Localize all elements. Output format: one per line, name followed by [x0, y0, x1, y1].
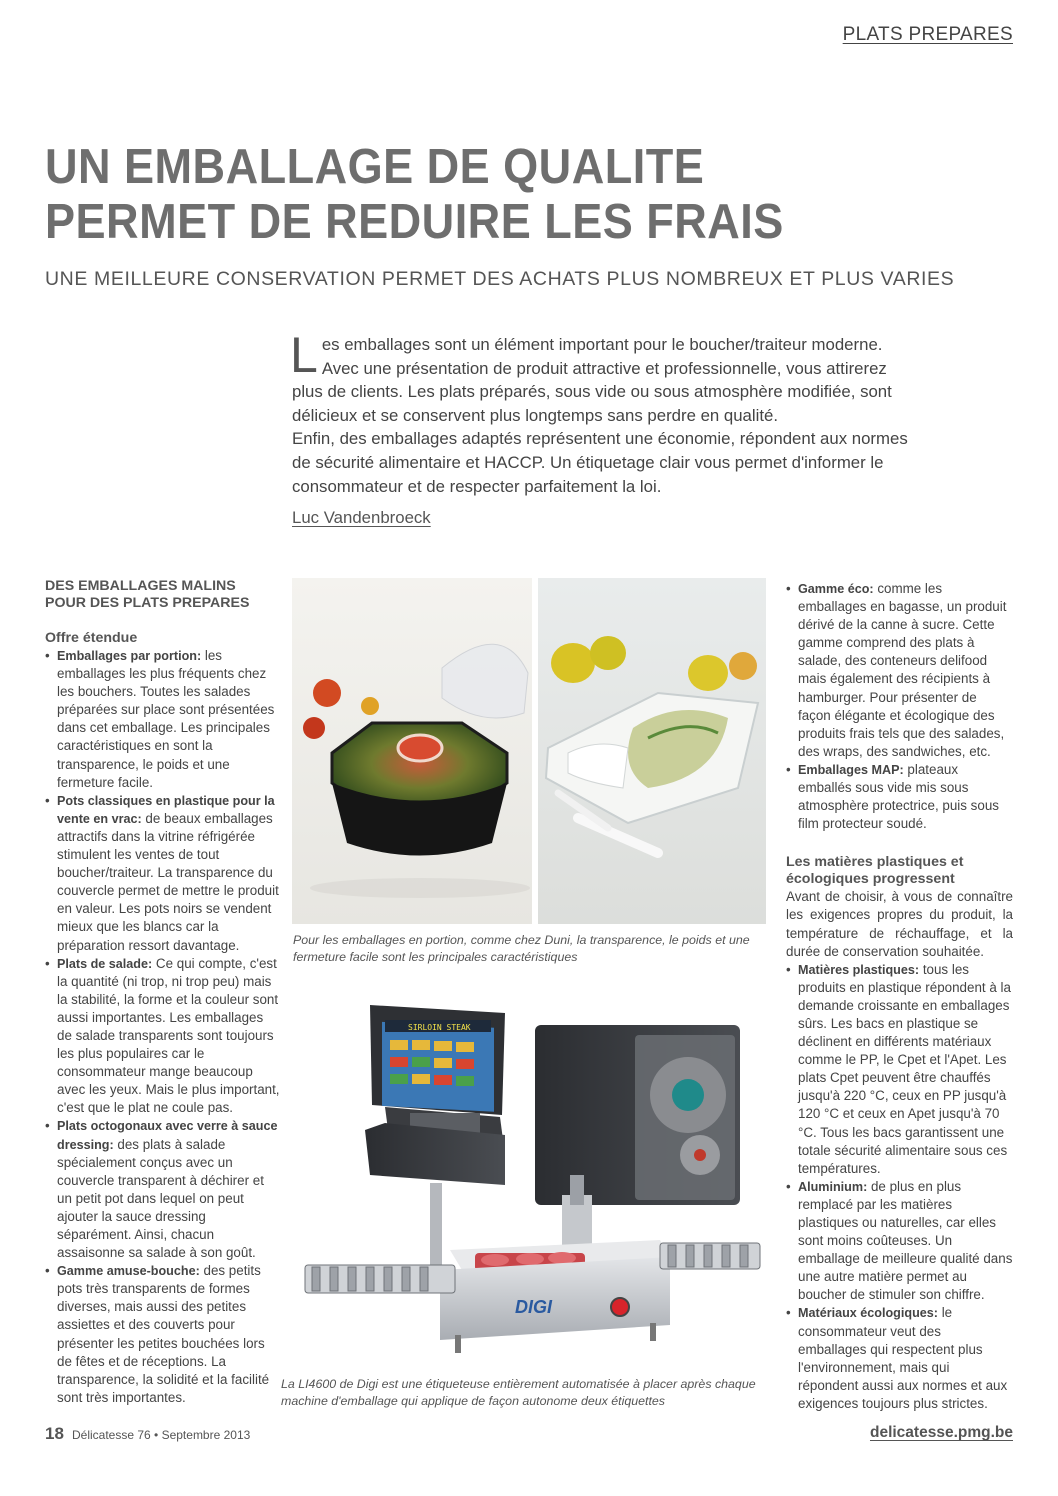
section-tag: PLATS PREPARES — [842, 24, 1013, 45]
photo-caption-digi: La LI4600 de Digi est une étiqueteuse entièrement automatisée à placer après chaque machine d'emballage qui applique de façon autonome deux étiquettes — [281, 1377, 756, 1408]
list-item: • Emballages par portion: les emballages les plus fréquents chez les bouchers. Toutes les salades préparées sur place sont présentées dans cet emballage. Les principales caractéristiques en sont la transparence, le poids et une fermeture facile. — [45, 647, 280, 792]
list-item: • Gamme éco: comme les emballages en bagasse, un produit dérivé de la canne à sucre. Cette gamme comprend des plats à salade, des conteneurs delifood mais également des récipients à hamburger. Pour présenter de façon élégante et écologique des produits frais tels que des salades, des wraps, des sandwiches, etc. — [786, 580, 1013, 761]
list-item: • Gamme amuse-bouche: des petits pots très transparents de formes diverses, mais aussi des petites assiettes et des couverts pour présenter les petites bouchées lors de fêtes et de réceptions. La transparence, la solidité et la facilité sont très importantes. — [45, 1262, 280, 1407]
column-left — [45, 578, 280, 1407]
list-item: • Plats octogonaux avec verre à sauce dressing: des plats à salade spécialement conçus avec un couvercle transparent à déchirer et un petit pot dans lequel on peut ajouter la sauce dressing séparément. Ainsi, chacun assaisonne sa salade à son goût. — [45, 1117, 280, 1262]
page-number: 18 — [45, 1424, 64, 1443]
headline — [45, 140, 928, 250]
list-item: • Matières plastiques: tous les produits en plastique répondent à la demande croissante en emballages sûrs. Les bacs en plastique se déclinent en différents matériaux comme le PP, le Cpet et l'Apet. Les plats Cpet peuvent être chauffés jusqu'à 220 °C, ceux en PP jusqu'à 120 °C et ceux en Apet jusqu'à 70 °C. Tous les bacs garantissent une totale sécurité alimentaire sous ces températures. — [786, 961, 1013, 1178]
list-item: • Matériaux écologiques: le consommateur veut des emballages qui respectent plus l'environnement, mais qui répondent aussi aux normes et aux exigences toujours plus strictes. — [786, 1304, 1013, 1413]
headline-line-2: PERMET DE REDUIRE LES FRAIS — [45, 195, 784, 249]
subheadline: UNE MEILLEURE CONSERVATION PERMET DES ACHATS PLUS NOMBREUX ET PLUS VARIES — [45, 268, 955, 290]
photo-caption-duni: Pour les emballages en portion, comme chez Duni, la transparence, le poids et une fermeture facile sont les principales caractéristiques — [293, 933, 750, 964]
roller-conveyor-right — [660, 1243, 760, 1269]
intro-paragraph-2: Enfin, des emballages adaptés représentent une économie, répondent aux normes de sécurité alimentaire et HACCP. Un étiquetage clair vous permet d'informer le consommateur et de respecter parfaitement la loi. — [292, 429, 908, 496]
author-byline: Luc Vandenbroeck — [292, 508, 431, 527]
photo-digi-labeller — [290, 995, 770, 1370]
list-item: • Pots classiques en plastique pour la vente en vrac: de beaux emballages attractifs dans la vitrine réfrigérée stimulent les ventes de tout boucher/traiteur. La transparence du couvercle permet de mettre le produit en valeur. Les pots noirs se vendent mieux que les blancs car la préparation ressort davantage. — [45, 792, 280, 955]
subheading-plastics: Les matières plastiques et écologiques progressent — [786, 854, 964, 888]
list-item: • Aluminium: de plus en plus remplacé par les matières plastiques ou naturelles, car elles sont moins coûteuses. Un emballage de meilleure qualité dans une autre matière permet au boucher de stimuler son chiffre. — [786, 1178, 1013, 1305]
paragraph-choice: Avant de choisir, à vous de connaître les exigences propres du produit, la température de réchauffage, et la durée de conservation souhaitée. — [786, 889, 1013, 959]
column-right — [786, 580, 1013, 1413]
screen-title: SIRLOIN STEAK — [408, 1023, 471, 1032]
website-link[interactable]: delicatesse.pmg.be — [869, 1424, 1013, 1441]
photo-clear-salad-tray — [538, 578, 766, 924]
subheading-offre: Offre étendue — [45, 630, 138, 646]
list-item: • Plats de salade: Ce qui compte, c'est la quantité (ni trop, ni trop peu) mais la stabilité, la forme et la couleur sont aussi importantes. Les emballages de salade transparents sont toujours les plus populaires car le consommateur mange beaucoup avec les yeux. Mais le plus important, c'est que le plat ne coule pas. — [45, 955, 280, 1118]
bullet-list-left — [45, 647, 280, 1407]
list-item: • Emballages MAP: plateaux emballés sous vide mis sous atmosphère protectrice, puis sous film protecteur soudé. — [786, 761, 1013, 833]
brand-logo: DIGI — [515, 1297, 553, 1317]
photo-octagonal-salad-container — [292, 578, 532, 924]
bullet-list-right-bottom — [786, 961, 1013, 1413]
bullet-list-right-top — [786, 580, 1013, 833]
intro-paragraph-1: es emballages sont un élément important pour le boucher/traiteur moderne. Avec une présentation de produit attractive et professionnelle, vous attirerez plus de clients. Les plats préparés, sous vide ou sous atmosphère modifiée, sont délicieux et se conservent plus longtemps sans perdre en qualité. — [292, 335, 892, 425]
section-heading: DES EMBALLAGES MALINS POUR DES PLATS PREPARES — [45, 578, 250, 611]
dropcap: L — [290, 327, 318, 383]
intro-text — [290, 327, 912, 498]
issue-info: Délicatesse 76 • Septembre 2013 — [72, 1428, 251, 1442]
roller-conveyor-left — [305, 1265, 455, 1293]
headline-line-1: UN EMBALLAGE DE QUALITE — [45, 140, 705, 194]
